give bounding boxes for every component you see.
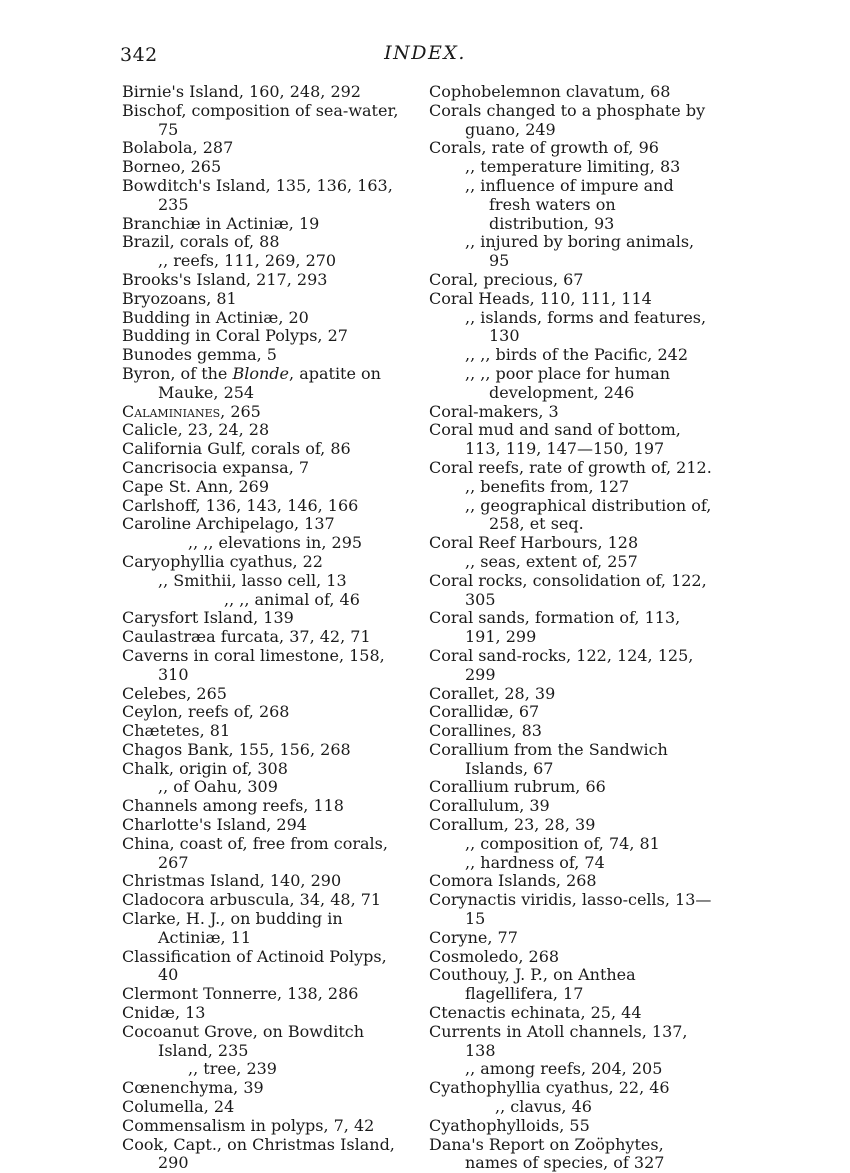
index-entry: Cœnenchyma, 39 bbox=[122, 1078, 264, 1098]
index-entry: ,, benefits from, 127 bbox=[465, 476, 630, 496]
index-column-left bbox=[122, 83, 405, 1173]
index-entry: ,, ,, poor place for human development, 246 bbox=[465, 363, 671, 402]
index-entry: Bunodes gemma, 5 bbox=[122, 345, 277, 365]
index-entry: Ctenactis echinata, 25, 44 bbox=[429, 1003, 642, 1023]
index-entry: Corals changed to a phosphate by guano, 249 bbox=[429, 100, 706, 139]
index-entry bbox=[122, 365, 405, 403]
index-column-right bbox=[429, 83, 717, 1173]
index-entry: ,, influence of impure and fresh waters on distribution, 93 bbox=[465, 175, 674, 233]
index-entry: Caulastræa furcata, 37, 42, 71 bbox=[122, 627, 371, 647]
index-entry: Currents in Atoll channels, 137, 138 bbox=[429, 1021, 688, 1060]
index-entry: ,, of Oahu, 309 bbox=[158, 777, 278, 797]
index-entry: Clermont Tonnerre, 138, 286 bbox=[122, 984, 359, 1004]
index-entry: Caryophyllia cyathus, 22 bbox=[122, 551, 323, 571]
index-entry: Branchiæ in Actiniæ, 19 bbox=[122, 213, 320, 233]
index-entry: Brazil, corals of, 88 bbox=[122, 232, 280, 252]
running-head: INDEX. bbox=[384, 42, 466, 64]
index-entry: Coral reefs, rate of growth of, 212. bbox=[429, 457, 712, 477]
index-entry: Calaminianes, 265 bbox=[122, 401, 261, 421]
index-entry: Corallines, 83 bbox=[429, 721, 542, 741]
entry-text: , apatite on Mauke, 254 bbox=[158, 363, 381, 402]
index-entry: Cyathophyllia cyathus, 22, 46 bbox=[429, 1078, 670, 1098]
index-entry: Coral-makers, 3 bbox=[429, 401, 559, 421]
index-entry: ,, seas, extent of, 257 bbox=[465, 551, 638, 571]
index-entry: ,, geographical distribution of, 258, et seq. bbox=[465, 495, 712, 534]
index-entry: Cocoanut Grove, on Bowditch Island, 235 bbox=[122, 1021, 365, 1060]
index-entry: ,, injured by boring animals, 95 bbox=[465, 232, 695, 271]
index-entry: Cladocora arbuscula, 34, 48, 71 bbox=[122, 890, 382, 910]
index-entry: Coral, precious, 67 bbox=[429, 269, 584, 289]
index-entry: China, coast of, free from corals, 267 bbox=[122, 833, 388, 872]
index-entry: Corallum, 23, 28, 39 bbox=[429, 815, 596, 835]
index-entry: Corallium from the Sandwich Islands, 67 bbox=[429, 739, 668, 778]
index-entry: Brooks's Island, 217, 293 bbox=[122, 269, 328, 289]
index-entry: Comora Islands, 268 bbox=[429, 871, 597, 891]
index-entry: Carysfort Island, 139 bbox=[122, 608, 294, 628]
entry-italic: Blonde bbox=[232, 363, 290, 383]
index-entry: Classification of Actinoid Polyps, 40 bbox=[122, 946, 387, 985]
index-entry: Coral sand-rocks, 122, 124, 125, 299 bbox=[429, 645, 694, 684]
index-entry: ,, reefs, 111, 269, 270 bbox=[158, 251, 337, 271]
index-entry: Coral Heads, 110, 111, 114 bbox=[429, 288, 652, 308]
index-entry: Calicle, 23, 24, 28 bbox=[122, 420, 270, 440]
index-entry: Commensalism in polyps, 7, 42 bbox=[122, 1115, 375, 1135]
index-entry: Bolabola, 287 bbox=[122, 138, 234, 158]
index-entry: Cnidæ, 13 bbox=[122, 1003, 206, 1023]
index-entry: Celebes, 265 bbox=[122, 683, 227, 703]
index-entry: ,, composition of, 74, 81 bbox=[465, 833, 660, 853]
index-entry: Couthouy, J. P., on Anthea flagellifera, 17 bbox=[429, 965, 636, 1004]
index-entry: Bischof, composition of sea-water, 75 bbox=[122, 100, 399, 139]
index-entry: Chagos Bank, 155, 156, 268 bbox=[122, 739, 351, 759]
index-entry: Caverns in coral limestone, 158, 310 bbox=[122, 645, 385, 684]
index-entry: ,, ,, birds of the Pacific, 242 bbox=[465, 345, 688, 365]
index-entry: Corallidæ, 67 bbox=[429, 702, 540, 722]
index-entry: Cophobelemnon clavatum, 68 bbox=[429, 82, 671, 101]
index-entry: Budding in Coral Polyps, 27 bbox=[122, 326, 348, 346]
index-entry: Clarke, H. J., on budding in Actiniæ, 11 bbox=[122, 909, 343, 947]
index-entry: Cancrisocia expansa, 7 bbox=[122, 457, 310, 477]
index-entry: Cook, Capt., on Christmas Island, 290 bbox=[122, 1134, 395, 1173]
index-entry: Corallulum, 39 bbox=[429, 796, 550, 816]
index-entry: ,, among reefs, 204, 205 bbox=[465, 1059, 663, 1079]
index-entry: ,, ,, animal of, 46 bbox=[224, 589, 360, 609]
index-entry: Corallet, 28, 39 bbox=[429, 683, 556, 703]
index-entry: ,, hardness of, 74 bbox=[465, 852, 605, 872]
index-entry: ,, islands, forms and features, 130 bbox=[465, 307, 707, 346]
index-entry: Charlotte's Island, 294 bbox=[122, 815, 307, 835]
index-entry: Chætetes, 81 bbox=[122, 721, 231, 741]
index-entry: Caroline Archipelago, 137 bbox=[122, 514, 335, 534]
page-number: 342 bbox=[120, 44, 158, 66]
index-entry: Corynactis viridis, lasso-cells, 13—15 bbox=[429, 890, 712, 929]
index-entry: ,, clavus, 46 bbox=[495, 1097, 592, 1117]
index-entry: Ceylon, reefs of, 268 bbox=[122, 702, 290, 722]
index-entry: Channels among reefs, 118 bbox=[122, 796, 344, 816]
index-entry: Coral sands, formation of, 113, 191, 299 bbox=[429, 608, 681, 647]
index-entry: Budding in Actiniæ, 20 bbox=[122, 307, 309, 327]
index-entry: Chalk, origin of, 308 bbox=[122, 758, 288, 778]
index-entry: Coral mud and sand of bottom, 113, 119, 147—150, 197 bbox=[429, 420, 681, 459]
index-entry: Coral Reef Harbours, 128 bbox=[429, 533, 639, 553]
index-entry: Borneo, 265 bbox=[122, 157, 222, 177]
entry-text: Byron, of the bbox=[122, 363, 233, 383]
index-entry: ,, temperature limiting, 83 bbox=[465, 157, 681, 177]
index-entry: Columella, 24 bbox=[122, 1097, 235, 1117]
index-entry: Bryozoans, 81 bbox=[122, 288, 237, 308]
index-entry: ,, tree, 239 bbox=[188, 1059, 277, 1079]
index-entry: Corals, rate of growth of, 96 bbox=[429, 138, 659, 158]
index-entry: Coral rocks, consolidation of, 122, 305 bbox=[429, 570, 707, 609]
index-entry: Cyathophylloids, 55 bbox=[429, 1115, 590, 1135]
index-entry: Corallium rubrum, 66 bbox=[429, 777, 606, 797]
index-entry: Cape St. Ann, 269 bbox=[122, 476, 270, 496]
index-entry: California Gulf, corals of, 86 bbox=[122, 439, 351, 459]
index-entry: ,, Smithii, lasso cell, 13 bbox=[158, 570, 347, 590]
index-entry: Christmas Island, 140, 290 bbox=[122, 871, 342, 891]
index-entry: Bowditch's Island, 135, 136, 163, 235 bbox=[122, 175, 393, 214]
index-entry: Coryne, 77 bbox=[429, 927, 518, 947]
index-entry: Cosmoledo, 268 bbox=[429, 946, 560, 966]
index-entry: ,, ,, elevations in, 295 bbox=[188, 533, 363, 553]
index-entry: Birnie's Island, 160, 248, 292 bbox=[122, 82, 361, 101]
index-entry: Carlshoff, 136, 143, 146, 166 bbox=[122, 495, 359, 515]
index-entry: Dana's Report on Zoöphytes, names of species, of 327 bbox=[429, 1134, 665, 1173]
